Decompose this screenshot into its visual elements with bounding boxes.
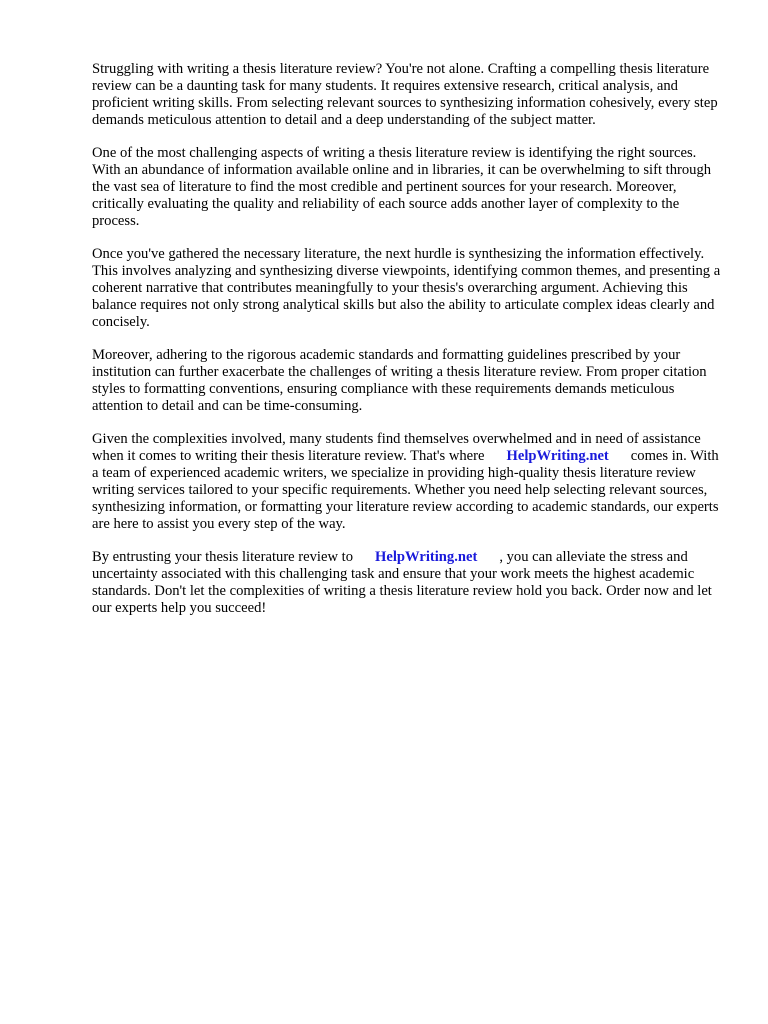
document-body (92, 61, 724, 633)
paragraph-standards: Moreover, adhering to the rigorous academic standards and formatting guidelines prescribed by your institution can further exacerbate the challenges of writing a thesis literature review. From proper citation styles to formatting conventions, ensuring compliance with these requirements demands meticulous attention to detail and can be time-consuming. (92, 347, 707, 414)
paragraph-sources: One of the most challenging aspects of writing a thesis literature review is identifying the right sources. With an abundance of information available online and in libraries, it can be overwhelming to sift through the vast sea of literature to find the most credible and pertinent sources for your research. Moreover, critically evaluating the quality and reliability of each source adds another layer of complexity to the process. (92, 145, 712, 229)
paragraph-synthesis: Once you've gathered the necessary literature, the next hurdle is synthesizing the information effectively. This involves analyzing and synthesizing diverse viewpoints, identifying common themes, and presenting a coherent narrative that contributes meaningfully to your thesis's overarching argument. Achieving this balance requires not only strong analytical skills but also the ability to articulate complex ideas clearly and concisely. (92, 246, 721, 330)
paragraph-assistance-text-start: Given the complexities involved, many students find themselves overwhelmed and in need of assistance when it comes to writing their thesis literature review. That's where (92, 431, 701, 464)
paragraph-closing-text-end: , you can alleviate the stress and uncertainty associated with this challenging task and ensure that your work meets the highest academic standards. Don't let the complexities of writing a thesis literature review hold you back. Order now and let our experts help you succeed! (92, 549, 712, 616)
paragraph-closing (92, 549, 724, 617)
paragraph-intro: Struggling with writing a thesis literature review? You're not alone. Crafting a compelling thesis literature review can be a daunting task for many students. It requires extensive research, critical analysis, and proficient writing skills. From selecting relevant sources to synthesizing information cohesively, every step demands meticulous attention to detail and a deep understanding of the subject matter. (92, 61, 718, 128)
paragraph-closing-text-start: By entrusting your thesis literature review to (92, 549, 354, 565)
paragraph-assistance (92, 431, 724, 533)
paragraph-assistance-text-end: comes in. With a team of experienced academic writers, we specialize in providing high-quality thesis literature review writing services tailored to your specific requirements. Whether you need help selecting relevant sources, synthesizing information, or formatting your literature review according to academic standards, our experts are here to assist you every step of the way. (92, 448, 719, 532)
helpwriting-link-closing[interactable]: HelpWriting.net (375, 549, 478, 565)
helpwriting-link[interactable]: HelpWriting.net (506, 448, 609, 464)
